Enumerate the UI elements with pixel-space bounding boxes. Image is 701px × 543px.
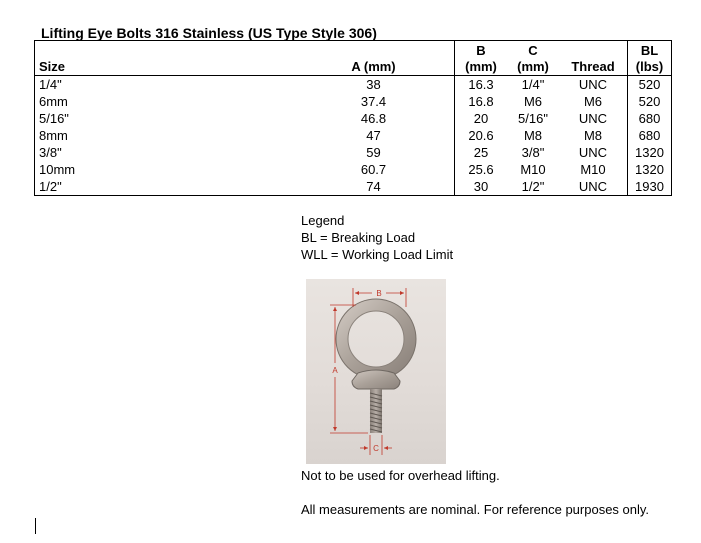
cell-a: 46.8 [293, 110, 455, 127]
overhead-lifting-warning: Not to be used for overhead lifting. [301, 468, 500, 483]
header-c: C (mm) [507, 41, 559, 76]
cell-thread: UNC [559, 76, 628, 94]
cell-b: 20.6 [468, 127, 494, 143]
document-title: Lifting Eye Bolts 316 Stainless (US Type Style 306) [41, 25, 377, 41]
threaded-shank-shape [370, 389, 382, 433]
cell-thread: UNC [559, 110, 628, 127]
eye-ring-shape [336, 299, 416, 379]
dimension-label-a: A [332, 366, 338, 375]
cell-bl: 520 [638, 76, 661, 92]
cell-thread: UNC [559, 144, 628, 161]
cell-bl: 1930 [635, 178, 664, 194]
cell-c: M8 [523, 127, 543, 143]
cell-b: 30 [473, 178, 489, 194]
cell-size: 1/4" [39, 76, 62, 92]
header-thread: Thread [559, 41, 628, 76]
header-b: B (mm) [455, 41, 508, 76]
cell-bl: 1320 [635, 161, 664, 177]
cell-c: 1/4" [521, 76, 545, 92]
cell-b: 16.8 [468, 93, 494, 109]
table-row [35, 93, 672, 110]
cell-a: 74 [293, 178, 455, 196]
cell-size: 3/8" [39, 144, 62, 160]
eye-bolt-diagram [306, 279, 446, 464]
table-row [35, 178, 672, 196]
cell-b: 16.3 [468, 76, 494, 92]
table-row [35, 76, 672, 94]
cell-b: 25.6 [468, 161, 494, 177]
cell-a: 47 [293, 127, 455, 144]
cell-bl: 680 [638, 110, 661, 126]
cell-c: M10 [520, 161, 546, 177]
cell-size: 6mm [39, 93, 68, 109]
dimension-label-c: C [373, 444, 379, 453]
header-bl: BL (lbs) [628, 41, 672, 76]
cell-bl: 1320 [635, 144, 664, 160]
text-cursor [35, 518, 36, 534]
cell-size: 10mm [39, 161, 76, 177]
dimension-label-b: B [376, 289, 382, 298]
table-row [35, 161, 672, 178]
cell-bl: 680 [638, 127, 661, 143]
legend [301, 212, 453, 263]
table-row [35, 110, 672, 127]
cell-bl: 520 [638, 93, 661, 109]
cell-c: 3/8" [521, 144, 545, 160]
cell-thread: M10 [559, 161, 628, 178]
header-a: A (mm) [293, 41, 455, 76]
table-row [35, 144, 672, 161]
cell-a: 37.4 [293, 93, 455, 110]
legend-item-wll: WLL = Working Load Limit [301, 247, 454, 262]
cell-b: 25 [473, 144, 489, 160]
cell-b: 20 [473, 110, 489, 126]
cell-a: 59 [293, 144, 455, 161]
cell-a: 60.7 [293, 161, 455, 178]
cell-size: 8mm [39, 127, 68, 143]
cell-thread: M6 [559, 93, 628, 110]
cell-thread: M8 [559, 127, 628, 144]
collar-shape [352, 370, 400, 389]
legend-item-bl: BL = Breaking Load [301, 230, 416, 245]
table-header-row [35, 41, 672, 76]
cell-thread: UNC [559, 178, 628, 196]
cell-c: M6 [523, 93, 543, 109]
cell-size: 1/2" [39, 178, 62, 194]
cell-c: 5/16" [518, 110, 548, 126]
legend-heading: Legend [301, 213, 345, 228]
cell-size: 5/16" [39, 110, 69, 126]
header-size: Size [35, 41, 294, 76]
nominal-measurements-note: All measurements are nominal. For reference purposes only. [301, 502, 650, 517]
cell-c: 1/2" [521, 178, 545, 194]
table-row [35, 127, 672, 144]
eye-bolt-spec-table [34, 40, 672, 196]
cell-a: 38 [293, 76, 455, 94]
